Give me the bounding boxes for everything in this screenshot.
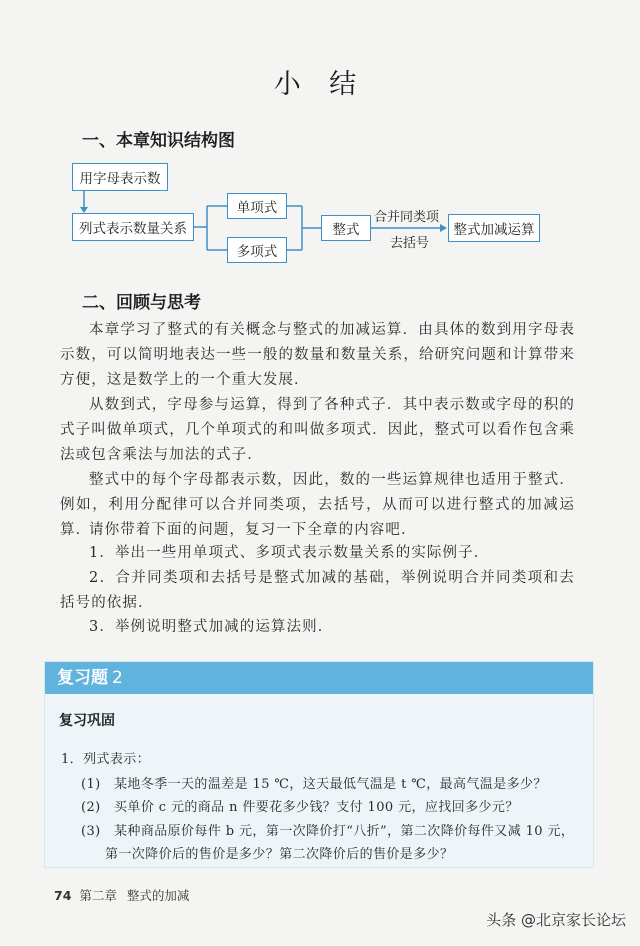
watermark: 头条 @北京家长论坛 [486, 911, 626, 929]
question-item: 3．举例说明整式加减的运算法则． [89, 619, 334, 635]
page-footer [54, 886, 189, 904]
paragraph: 整式中的每个字母都表示数，因此，数的一些运算规律也适用于整式．例如，利用分配律可以合并同类项，去括号，从而可以进行整式的加减运算． [60, 472, 575, 538]
section-heading-structure: 一、本章知识结构图 [82, 131, 235, 151]
paragraph: 从数到式，字母参与运算，得到了各种式子．其中表示数或字母的积的式子叫做单项式，几个单项式的和叫做多项式．因此，整式可以看作包含乘法或包含乘法与加法的式子． [60, 397, 575, 463]
review-header [45, 662, 593, 694]
knowledge-structure-diagram [0, 0, 640, 300]
node-polynomial: 多项式 [227, 237, 287, 263]
paragraph: 本章学习了整式的有关概念与整式的加减运算．由具体的数到用字母表示数，可以简明地表达一些一般的数量和数量关系，给研究问题和计算带来方便，这是数学上的一个重大发展． [60, 322, 575, 388]
question-item: 2．合并同类项和去括号是整式加减的基础，举例说明合并同类项和去括号的依据． [60, 570, 575, 611]
review-title: 复习题 [57, 668, 108, 688]
node-monomial: 单项式 [227, 193, 287, 219]
review-exercises-box [44, 661, 594, 868]
edge-label-remove-brackets: 去括号 [390, 236, 430, 251]
exercise-item: (2) 买单价 c 元的商品 n 件要花多少钱？支付 100 元，应找回多少元？ [81, 800, 519, 815]
page-number: 74 [54, 888, 72, 903]
paragraph: 请你带着下面的问题，复习一下全章的内容吧． [89, 522, 417, 538]
exercise-item: (3) 某种商品原价每件 b 元，第一次降价打“八折”，第二次降价每件又减 10 元， [81, 824, 575, 839]
exercise-item: (1) 某地冬季一天的温差是 15 ℃，这天最低气温是 t ℃，最高气温是多少？ [81, 777, 547, 792]
question-item: 1．举出一些用单项式、多项式表示数量关系的实际例子． [89, 545, 490, 561]
exercise-item-continued: 第一次降价后的售价是多少？第二次降价后的售价是多少？ [105, 847, 454, 862]
chapter-title: 整式的加减 [126, 888, 190, 903]
section-heading-review: 二、回顾与思考 [82, 293, 201, 313]
exercise-heading: 1．列式表示： [61, 752, 151, 767]
diagram-connectors [0, 0, 640, 300]
node-letters-represent-numbers: 用字母表示数 [72, 163, 168, 191]
node-express-quantity-relations: 列式表示数量关系 [72, 213, 194, 241]
review-number: 2 [112, 668, 123, 688]
chapter-number: 第二章 [79, 888, 117, 903]
node-addition-subtraction: 整式加减运算 [448, 214, 540, 242]
page-title: 小 结 [273, 69, 367, 100]
edge-label-combine-like-terms: 合并同类项 [374, 210, 440, 225]
node-integral-expression: 整式 [321, 215, 371, 241]
review-subtitle: 复习巩固 [59, 713, 115, 729]
